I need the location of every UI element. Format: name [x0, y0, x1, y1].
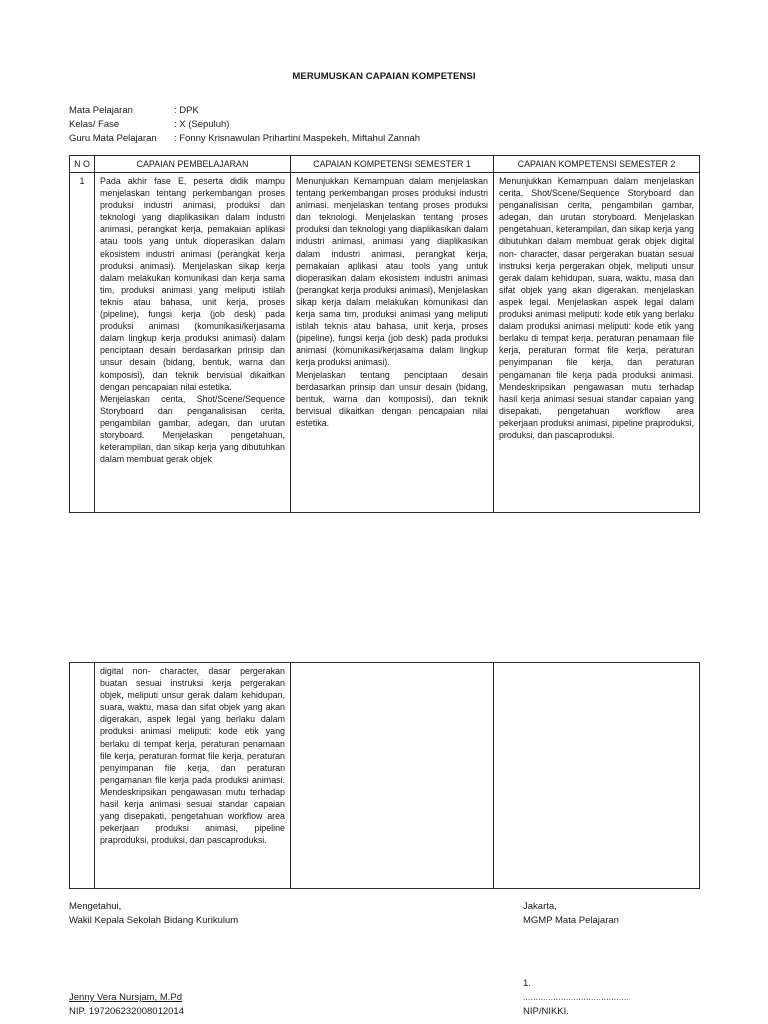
meta-row-class	[69, 118, 420, 132]
header-no: N O	[70, 156, 95, 173]
meta-value: : X (Sepuluh)	[174, 119, 230, 130]
sem1-paragraph-2: Menjelaskan tentang penciptaan desain berdasarkan prinsip dan unsur desain (bidang, bentuk, warna dan komposisi), dan teknik bervisual dikaitkan dengan pencapaian nilai estetika.	[296, 369, 488, 428]
signer-name: Jenny Vera Nursjam, M.Pd	[69, 992, 182, 1003]
page-title: MERUMUSKAN CAPAIAN KOMPETENSI	[292, 71, 476, 82]
signature-right-name-block	[523, 977, 629, 1019]
header-capaian-pembelajaran: CAPAIAN PEMBELAJARAN	[95, 156, 291, 173]
row-number-empty	[70, 663, 95, 889]
competency-table-continued	[69, 662, 700, 889]
acknowledged-label: Mengetahui,	[69, 901, 122, 912]
header-semester-2: CAPAIAN KOMPETENSI SEMESTER 2	[494, 156, 700, 173]
signer-nip-nikki: NIP/NIKKI.	[523, 1006, 569, 1017]
competency-table	[69, 155, 700, 513]
cell-semester-2-empty	[494, 663, 700, 889]
signer-number: 1.	[523, 978, 531, 989]
place-label: Jakarta,	[523, 901, 557, 912]
sem2-paragraph: Menunjukkan Kemampuan dalam menjelaskan cerita, Shot/Scene/Sequence Storyboard dan penganalisisan cerita, pengambilan gambar, adegan, dan urutan storyboard. Menjelaskan pengetahuan, keterampilan, dan sikap kerja yang dibutuhkan dalam membuat gerak objek digital non- character, dasar pergerakan buatan sesuai instruksi kerja pergerakan objek, meliputi unsur gerak dalam kehidupan, suara, waktu, masa dan sifat objek yang akan digerakan. menjelaskan aspek legal. Menjelaskan aspek legal dalam produksi animasi meliputi: kode etik yang berlaku dalam produksi animasi meliputi: kode etik yang berlaku di tempat kerja, peraturan penamaan file kerja, peraturan format file kerja, peraturan penyimpanan file kerja, dan peraturan pengamanan file kerja pada produksi animasi. Mendeskripsikan pengawasan mutu terhadap hasil kerja animasi sesuai standar capaian yang disepakati, pengetahuan workflow area pekerjaan produksi animasi, pipeline praproduksi, produksi, dan pascaproduksi.	[499, 176, 694, 440]
row-number: 1	[70, 173, 95, 513]
meta-label: Kelas/ Fase	[69, 119, 120, 130]
meta-value: : Fonny Krisnawulan Prihartini Maspekeh, Miftahul Zannah	[174, 133, 421, 144]
meta-row-teacher	[69, 132, 420, 146]
sem1-paragraph-1: Menunjukkan Kemampuan dalam menjelaskan tentang perkembangan proses produksi industri animasi. menjelaskan tentang proses produksi dan teknologi. Menjelaskan tentang proses produksi dan teknologi yang diaplikasikan dalam industri animasi, animasi yang diaplikasikan dalam industri animasi, perangkat kerja, pemakaian aplikasi atau tools yang untuk dioperasikan dalam ekosistem industri animasi (perangkat kerja produksi animasi), Menjelaskan sikap kerja dalam melakukan komunikasi dan kerja sama tim, produksi animasi yang meliputi istilah teknis atau bahasa, unit kerja, proses (pipeline), fungsi kerja (job desk) pada produksi animasi (komunikasi/kerjasama dalam lingkup kerja produksi animasi).	[296, 176, 488, 368]
table-row	[70, 663, 700, 889]
meta-row-subject	[69, 104, 420, 118]
signature-right	[523, 900, 619, 928]
cp-paragraph-1: Pada akhir fase E, peserta didik mampu menjelaskan tentang perkembangan proses produksi industri animasi, produksi dan teknologi yang diaplikasikan dalam industri animasi, perangkat kerja, pemakaian aplikasi atau tools yang untuk dioperasikan dalam ekosistem industri animasi (perangkat kerja produksi animasi). Menjelaskan sikap kerja dalam melakukan komunikasi dan kerja sama tim, produksi animasi yang meliputi istilah teknis atau bahasa, unit kerja, proses (pipeline), fungsi kerja (job desk) pada produksi animasi (komunikasi/kerjasama dalam lingkup kerja produksi animasi) dalam penciptaan desain berdasarkan prinsip dan unsur desain (bidang, bentuk, warna dan komposisi), dan teknik bervisual dikaitkan dengan pencapaian nilai estetika.	[100, 176, 285, 392]
document-meta	[69, 104, 420, 146]
cell-semester-2	[494, 173, 700, 513]
signer-nip: NIP. 197206232008012014	[69, 1006, 184, 1017]
cell-capaian-pembelajaran-continued	[95, 663, 291, 889]
cell-semester-1	[291, 173, 494, 513]
cell-semester-1-empty	[291, 663, 494, 889]
meta-label: Guru Mata Pelajaran	[69, 133, 157, 144]
cp-paragraph-2: Menjelaskan cerita, Shot/Scene/Sequence Storyboard dan penganalisisan cerita, pengambilan gambar, adegan, dan urutan storyboard. Menjelaskan pengetahuan, keterampilan, dan sikap kerja yang dibutuhkan dalam membuat gerak objek	[100, 393, 285, 465]
signature-dots: ..........................................	[523, 993, 629, 1002]
mgmp-title: MGMP Mata Pelajaran	[523, 915, 619, 926]
table-header-row	[70, 156, 700, 173]
signature-left	[69, 900, 238, 928]
table-row	[70, 173, 700, 513]
meta-label: Mata Pelajaran	[69, 105, 133, 116]
vice-principal-title: Wakil Kepala Sekolah Bidang Kurikulum	[69, 915, 239, 926]
signature-left-name-block	[69, 991, 184, 1019]
meta-value: : DPK	[174, 105, 199, 116]
cp-paragraph-continued: digital non- character, dasar pergerakan buatan sesuai instruksi kerja pergerakan objek, meliputi unsur gerak dalam kehidupan, suara, waktu, masa dan sifat objek yang akan digerakan, aspek legal yang berlaku dalam produksi animasi meliputi: kode etik yang berlaku di tempat kerja, peraturan penamaan file kerja, peraturan format file kerja, peraturan penyimpanan file kerja, dan peraturan pengamanan file kerja pada produksi animasi. Mendeskripsikan pengawasan mutu terhadap hasil kerja animasi sesuai standar capaian yang disepakati, pengetahuan workflow area pekerjaan produksi animasi, pipeline praproduksi, produksi, dan pascaproduksi.	[100, 666, 285, 846]
cell-capaian-pembelajaran	[95, 173, 291, 513]
header-semester-1: CAPAIAN KOMPETENSI SEMESTER 1	[291, 156, 494, 173]
